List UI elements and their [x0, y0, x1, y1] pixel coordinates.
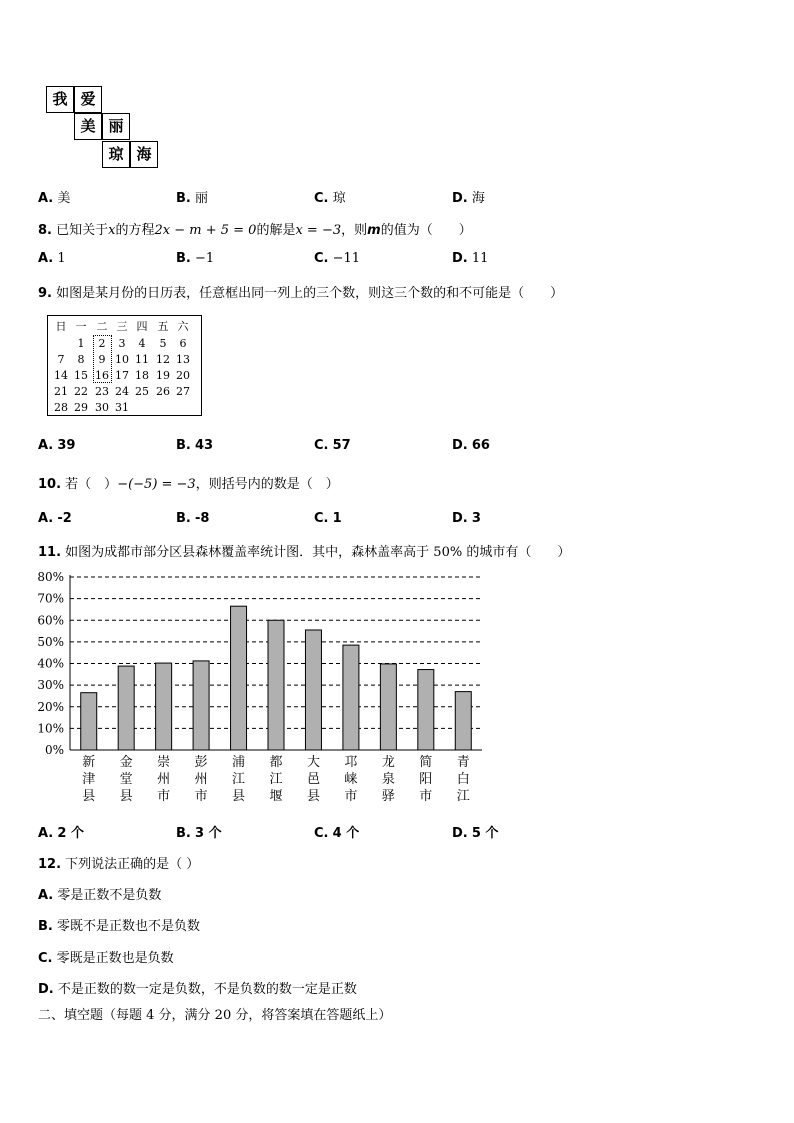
calendar-header: 日	[55, 320, 67, 333]
bar	[343, 645, 359, 750]
calendar-day: 6	[179, 337, 187, 350]
calendar-day: 24	[115, 385, 129, 398]
calendar-day: 15	[74, 369, 88, 382]
calendar-day: 11	[135, 353, 149, 366]
q7-option-b[interactable]: B. 丽	[176, 191, 209, 206]
calendar-day: 12	[156, 353, 170, 366]
y-tick-label: 20%	[37, 699, 64, 714]
question-number: 11.	[38, 545, 62, 560]
calendar-header: 六	[177, 320, 189, 333]
x-tick-label: 彭州市	[194, 755, 208, 804]
question-number: 9.	[38, 286, 52, 301]
calendar-day: 8	[77, 353, 85, 366]
x-tick-label: 龙泉驿	[381, 755, 395, 804]
q9-option-b[interactable]: B. 43	[176, 438, 214, 453]
x-tick-label: 青白江	[456, 755, 470, 804]
bar	[156, 663, 172, 750]
x-tick-label: 崇州市	[157, 755, 171, 804]
expression: −(−5) = −3	[117, 477, 196, 492]
y-tick-label: 80%	[37, 570, 64, 584]
calendar-day: 19	[156, 369, 170, 382]
calendar-day: 7	[57, 353, 65, 366]
bar	[305, 630, 321, 750]
q12-option-b[interactable]: B. 零既不是正数也不是负数	[38, 919, 201, 934]
x-tick-label: 都江堰	[269, 755, 283, 804]
bar	[380, 664, 396, 750]
calendar-day: 3	[118, 337, 126, 350]
calendar-day: 16	[95, 369, 109, 382]
x-tick-label: 邛崃市	[344, 755, 358, 804]
forest-coverage-bar-chart	[0, 565, 500, 760]
bar	[81, 693, 97, 750]
y-tick-label: 40%	[37, 656, 64, 671]
calendar-day: 10	[115, 353, 129, 366]
q10-option-c[interactable]: C. 1	[314, 511, 342, 526]
net-cell-6: 海	[130, 141, 158, 168]
calendar-day: 31	[115, 401, 129, 414]
net-cell-4: 丽	[102, 113, 130, 140]
q10-option-a[interactable]: A. -2	[38, 511, 72, 526]
q12-option-a[interactable]: A. 零是正数不是负数	[38, 888, 162, 903]
q11-option-c[interactable]: C. 4 个	[314, 826, 360, 841]
q10-option-b[interactable]: B. -8	[176, 511, 210, 526]
y-tick-label: 70%	[37, 591, 64, 606]
selection-frame	[93, 335, 112, 383]
question-11: 11. 如图为成都市部分区县森林覆盖率统计图．其中，森林盖率高于 50% 的城市有（ ）	[38, 545, 571, 560]
calendar-day: 13	[176, 353, 190, 366]
q8-option-c[interactable]: C. −11	[314, 251, 361, 266]
bar	[455, 692, 471, 750]
question-number: 8.	[38, 223, 52, 238]
calendar-header: 二	[96, 320, 108, 333]
q10-option-d[interactable]: D. 3	[452, 511, 481, 526]
calendar-day: 18	[135, 369, 149, 382]
y-tick-label: 0%	[44, 743, 64, 757]
calendar-header: 三	[116, 320, 128, 333]
q11-option-a[interactable]: A. 2 个	[38, 826, 84, 841]
y-tick-label: 60%	[37, 613, 64, 628]
calendar-table	[47, 315, 202, 416]
bar	[268, 620, 284, 750]
calendar-day: 21	[54, 385, 68, 398]
q8-option-d[interactable]: D. 11	[452, 251, 489, 266]
calendar-day: 5	[159, 337, 167, 350]
net-cell-1: 我	[46, 86, 74, 113]
x-tick-label: 新津县	[82, 755, 96, 804]
x-tick-label: 浦江县	[232, 755, 246, 804]
calendar-day: 23	[95, 385, 109, 398]
q11-option-d[interactable]: D. 5 个	[452, 826, 499, 841]
calendar-day: 29	[74, 401, 88, 414]
x-tick-label: 简阳市	[419, 755, 433, 804]
q9-option-d[interactable]: D. 66	[452, 438, 490, 453]
q8-option-a[interactable]: A. 1	[38, 251, 66, 266]
bar	[118, 666, 134, 750]
y-tick-label: 50%	[37, 634, 64, 649]
calendar-header: 四	[136, 320, 148, 333]
x-tick-label: 金堂县	[119, 755, 133, 804]
q8-option-b[interactable]: B. −1	[176, 251, 215, 266]
net-cell-2: 爱	[74, 86, 102, 113]
calendar-day: 27	[176, 385, 190, 398]
calendar-day: 9	[98, 353, 106, 366]
calendar-day: 20	[176, 369, 190, 382]
calendar-day: 30	[95, 401, 109, 414]
calendar-day: 4	[138, 337, 146, 350]
q12-option-c[interactable]: C. 零既是正数也是负数	[38, 951, 174, 966]
calendar-day: 14	[54, 369, 68, 382]
question-12: 12. 下列说法正确的是（ ）	[38, 857, 200, 872]
bar	[193, 661, 209, 750]
q12-option-d[interactable]: D. 不是正数的数一定是负数，不是负数的数一定是正数	[38, 982, 357, 997]
question-9: 9. 如图是某月份的日历表，任意框出同一列上的三个数，则这三个数的和不可能是（ ）	[38, 286, 564, 301]
equation: 2x − m + 5 = 0	[154, 223, 257, 238]
q7-option-c[interactable]: C. 琼	[314, 191, 346, 206]
q11-option-b[interactable]: B. 3 个	[176, 826, 222, 841]
calendar-day: 25	[135, 385, 149, 398]
bar	[231, 606, 247, 750]
question-number: 10.	[38, 477, 62, 492]
calendar-header: 一	[75, 320, 87, 333]
question-10: 10. 若（ ）−(−5) = −3，则括号内的数是（ ）	[38, 477, 339, 492]
calendar-day: 17	[115, 369, 129, 382]
section-heading: 二、填空题（每题 4 分，满分 20 分，将答案填在答题纸上）	[38, 1008, 392, 1023]
bar	[418, 670, 434, 750]
calendar-day: 26	[156, 385, 170, 398]
y-tick-label: 10%	[37, 721, 64, 736]
q9-option-c[interactable]: C. 57	[314, 438, 351, 453]
q7-option-d[interactable]: D. 海	[452, 191, 485, 206]
q7-option-a[interactable]: A. 美	[38, 191, 71, 206]
question-number: 12.	[38, 857, 62, 872]
net-cell-3: 美	[74, 113, 102, 140]
calendar-day: 2	[98, 337, 106, 350]
calendar-day: 22	[74, 385, 88, 398]
question-8: 8. 已知关于x的方程2x − m + 5 = 0的解是x = −3，则m的值为（ ）	[38, 223, 472, 238]
y-tick-label: 30%	[37, 678, 64, 693]
net-cell-5: 琼	[102, 141, 130, 168]
x-tick-label: 大邑县	[306, 755, 320, 804]
q9-option-a[interactable]: A. 39	[38, 438, 76, 453]
calendar-header: 五	[157, 320, 169, 333]
calendar-day: 28	[54, 401, 68, 414]
calendar-day: 1	[77, 337, 85, 350]
